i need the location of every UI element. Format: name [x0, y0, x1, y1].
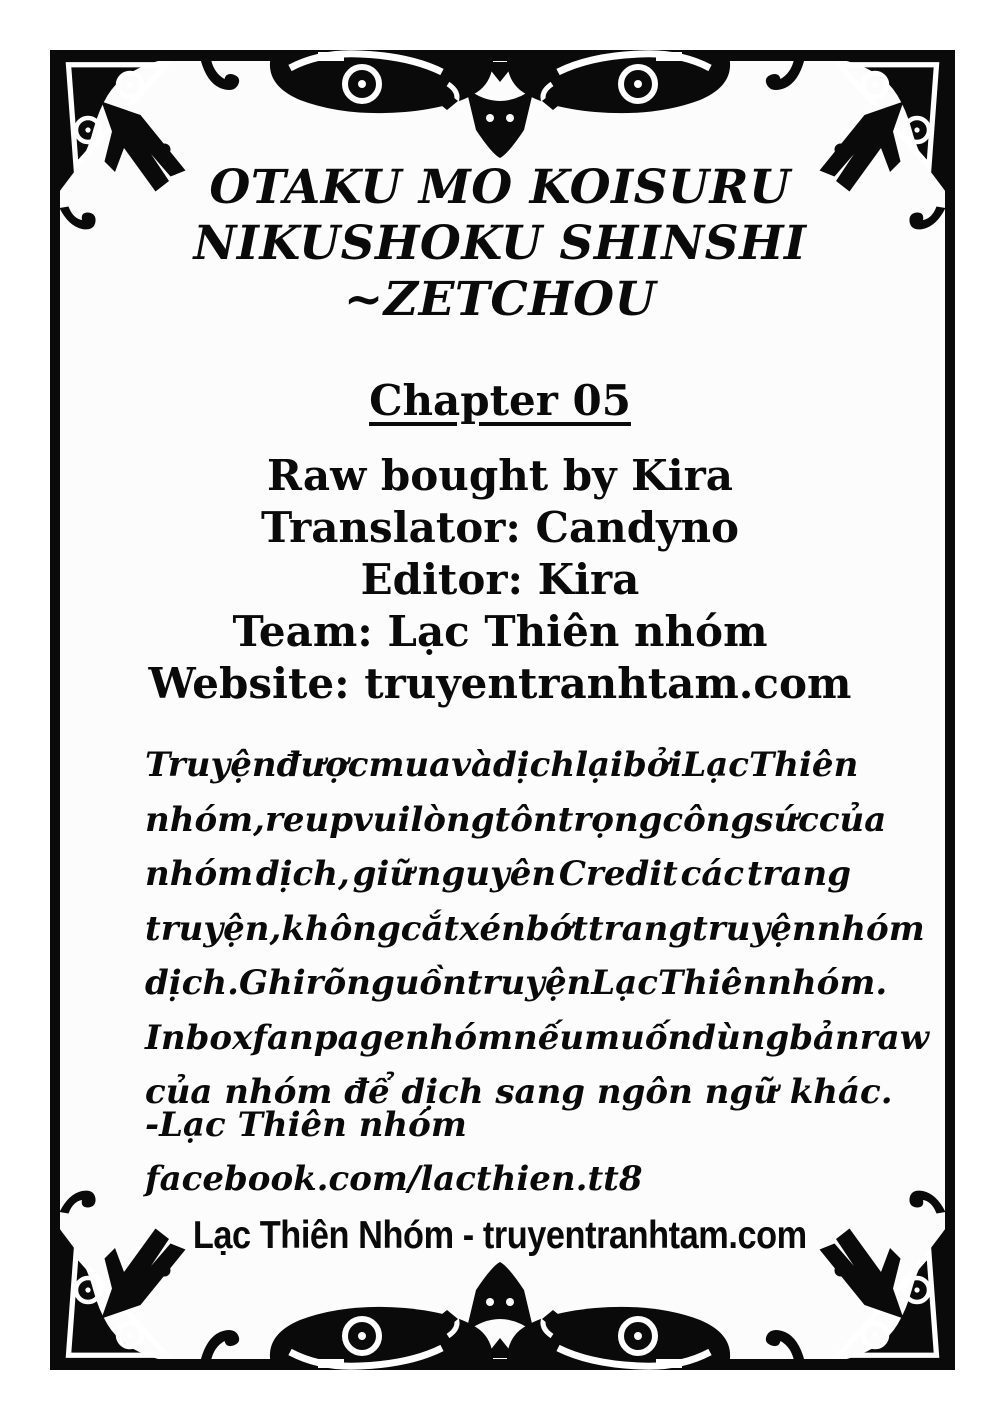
swirl-band-bottom-icon	[270, 1262, 730, 1368]
facebook-url-text: facebook.com/lacthien.tt8	[145, 1159, 643, 1199]
frame-top-border	[50, 50, 955, 61]
credit-translator: Translator: Candyno	[260, 503, 740, 552]
notice-line: nhóm, reup vui lòng tôn trọng công sức của	[145, 799, 887, 840]
series-title-line-2: NIKUSHOKU SHINSHI	[193, 216, 807, 271]
credit-website: Website: truyentranhtam.com	[148, 659, 852, 708]
footer-label: Lạc Thiên Nhóm - truyentranhtam.com	[193, 1214, 807, 1257]
signature-block	[145, 1098, 905, 1206]
swirl-band-top-icon	[270, 52, 730, 158]
notice-line: Inbox fanpage nhóm nếu muốn dùng bản raw	[145, 1017, 929, 1058]
credit-editor: Editor: Kira	[360, 555, 640, 604]
notice-line: của nhóm để dịch sang ngôn ngữ khác.	[145, 1072, 893, 1112]
notice-line: dịch. Ghi rõ nguồn truyện Lạc Thiên nhóm.	[145, 963, 888, 1003]
team-signature: -Lạc Thiên nhóm	[145, 1105, 467, 1145]
notice-line: Truyện được mua và dịch lại bởi Lạc Thiên	[145, 745, 859, 785]
copyright-notice	[145, 738, 929, 1120]
series-title-line-1: OTAKU MO KOISURU	[209, 160, 791, 215]
credit-raw-provider: Raw bought by Kira	[267, 451, 733, 500]
notice-line: truyện, không cắt xén bớt trang truyện nhóm	[145, 908, 925, 949]
credit-team: Team: Lạc Thiên nhóm	[232, 607, 768, 656]
notice-line: nhóm dịch, giữ nguyên Credit các trang	[145, 854, 851, 894]
footer-banner	[0, 1214, 1000, 1258]
series-title-line-3: ~ZETCHOU	[343, 272, 657, 327]
series-title	[0, 160, 1000, 328]
frame-bottom-border	[50, 1359, 955, 1370]
credits-block	[0, 450, 1000, 710]
chapter-label: Chapter 05	[369, 376, 631, 425]
chapter-heading	[0, 376, 1000, 425]
